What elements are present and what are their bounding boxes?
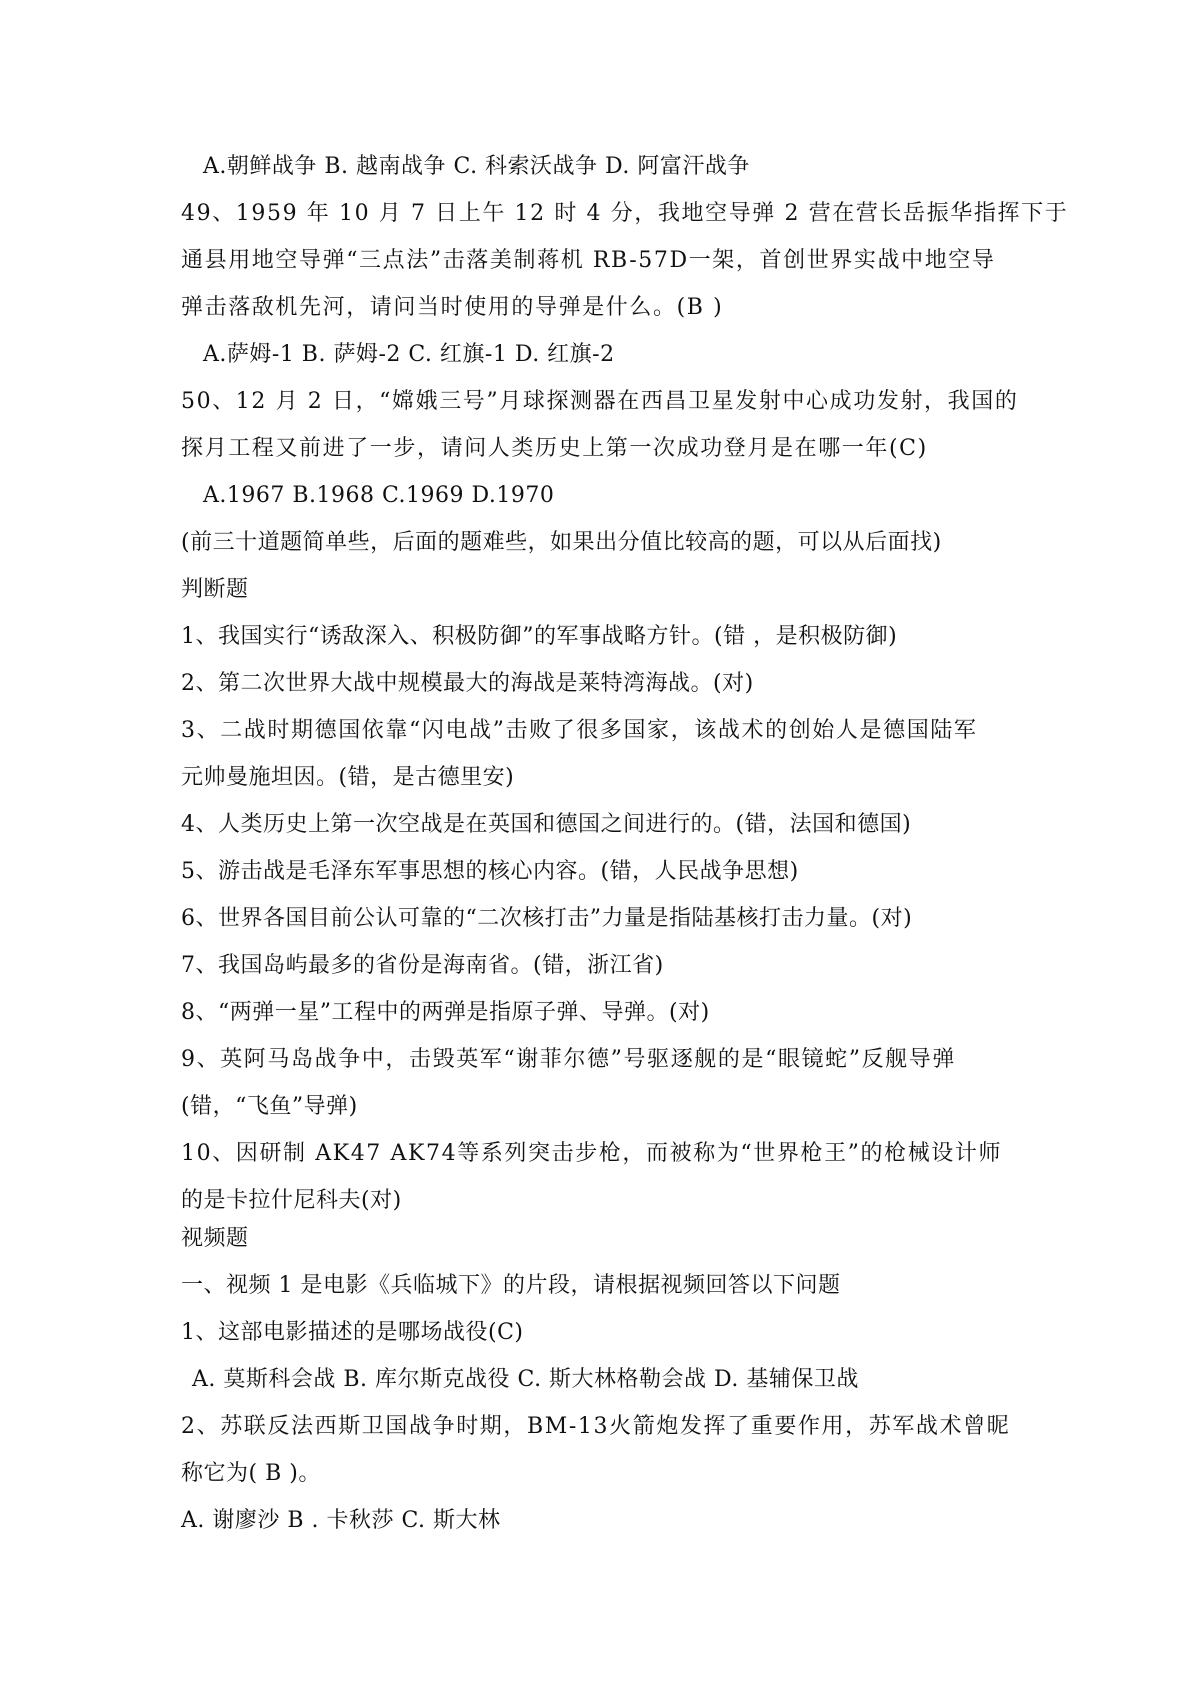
section-heading-true-false: 判断题 <box>181 577 249 602</box>
q49-text-line-3: 弹击落敌机先河，请问当时使用的导弹是什么。(B ) <box>181 295 724 320</box>
tf-item-8: 8、“两弹一星”工程中的两弹是指原子弹、导弹。(对) <box>181 1000 710 1025</box>
video-q1-options: A. 莫斯科会战 B. 库尔斯克战役 C. 斯大林格勒会战 D. 基辅保卫战 <box>192 1367 859 1392</box>
video-q2-text-line-2: 称它为( B )。 <box>181 1461 321 1486</box>
tf-item-6: 6、世界各国目前公认可靠的“二次核打击”力量是指陆基核打击力量。(对) <box>181 906 913 931</box>
tf-item-10-line-1: 10、因研制 AK47 AK74等系列突击步枪，而被称为“世界枪王”的枪械设计师 <box>181 1141 1003 1166</box>
q48-options: A.朝鲜战争 B. 越南战争 C. 科索沃战争 D. 阿富汗战争 <box>203 154 750 179</box>
tf-item-2: 2、第二次世界大战中规模最大的海战是莱特湾海战。(对) <box>181 671 754 696</box>
tf-item-3-line-2: 元帅曼施坦因。(错，是古德里安) <box>181 765 515 790</box>
tf-item-9-line-2: (错，“飞鱼”导弹) <box>181 1094 358 1119</box>
q49-options: A.萨姆-1 B. 萨姆-2 C. 红旗-1 D. 红旗-2 <box>203 342 615 367</box>
video-q1-text: 1、这部电影描述的是哪场战役(C) <box>181 1320 524 1345</box>
q50-options: A.1967 B.1968 C.1969 D.1970 <box>203 483 555 508</box>
tf-item-7: 7、我国岛屿最多的省份是海南省。(错，浙江省) <box>181 953 664 978</box>
tf-item-9-line-1: 9、英阿马岛战争中，击毁英军“谢菲尔德”号驱逐舰的是“眼镜蛇”反舰导弹 <box>181 1047 956 1072</box>
q49-text-line-1: 49、1959 年 10 月 7 日上午 12 时 4 分，我地空导弹 2 营在营长岳振华指挥下于 <box>181 201 1069 226</box>
q50-text-line-2: 探月工程又前进了一步，请问人类历史上第一次成功登月是在哪一年(C) <box>181 436 928 461</box>
video-1-intro: 一、视频 1 是电影《兵临城下》的片段，请根据视频回答以下问题 <box>181 1273 841 1298</box>
video-q2-options: A. 谢廖沙 B . 卡秋莎 C. 斯大林 <box>181 1508 501 1533</box>
tf-item-10-line-2: 的是卡拉什尼科夫(对) <box>181 1188 402 1213</box>
tf-item-5: 5、游击战是毛泽东军事思想的核心内容。(错，人民战争思想) <box>181 859 799 884</box>
video-q2-text-line-1: 2、苏联反法西斯卫国战争时期，BM-13火箭炮发挥了重要作用，苏军战术曾昵 <box>181 1414 1011 1439</box>
q50-text-line-1: 50、12 月 2 日，“嫦娥三号”月球探测器在西昌卫星发射中心成功发射，我国的 <box>181 389 1019 414</box>
tf-item-1: 1、我国实行“诱敌深入、积极防御”的军事战略方针。(错 ，是积极防御) <box>181 624 898 649</box>
tf-item-3-line-1: 3、二战时期德国依靠“闪电战”击败了很多国家，该战术的创始人是德国陆军 <box>181 718 978 743</box>
tf-item-4: 4、人类历史上第一次空战是在英国和德国之间进行的。(错，法国和德国) <box>181 812 912 837</box>
note-line: (前三十道题简单些，后面的题难些，如果出分值比较高的题，可以从后面找) <box>181 530 942 555</box>
q49-text-line-2: 通县用地空导弹“三点法”击落美制蒋机 RB-57D一架，首创世界实战中地空导 <box>181 248 996 273</box>
section-heading-video: 视频题 <box>181 1226 249 1251</box>
